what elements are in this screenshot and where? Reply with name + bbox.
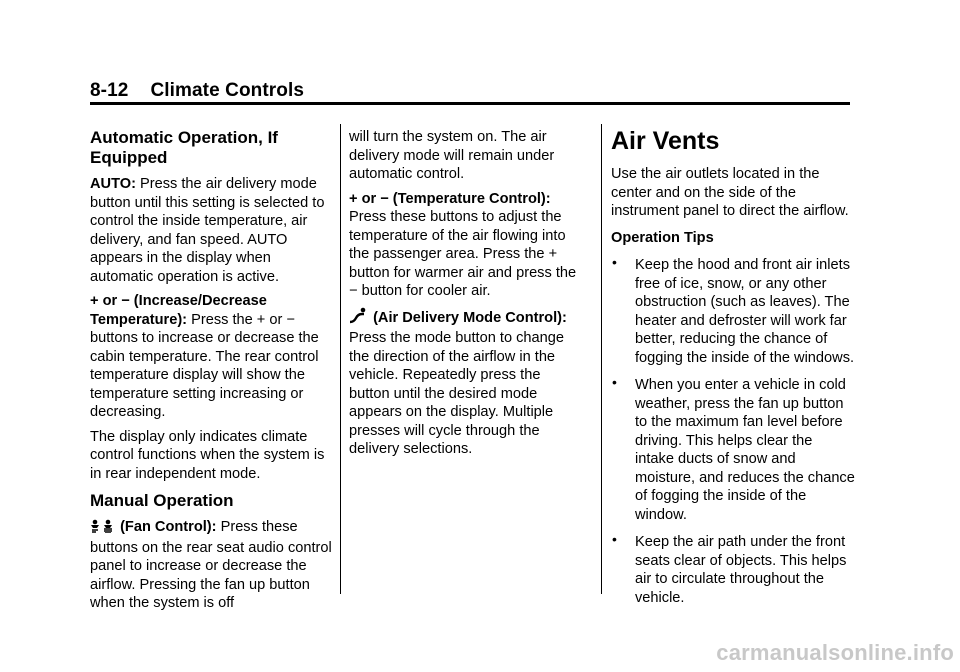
header-rule (90, 102, 850, 105)
operation-tips-list (611, 256, 855, 607)
column-middle (349, 128, 585, 465)
fan-label: (Fan Control): (120, 519, 217, 535)
mode-label: (Air Delivery Mode Control): (373, 309, 567, 326)
increase-decrease-text: Press the + or − buttons to increase or decrease the cabin temperature. The rear control temperature display will show the temperature setting increasing or decreasing. (90, 311, 319, 420)
auto-label: AUTO: (90, 176, 136, 192)
fan-down-icon (90, 519, 101, 539)
bullet-icon: • (612, 531, 617, 547)
operation-tips-heading: Operation Tips (611, 229, 714, 246)
increase-decrease-paragraph (90, 292, 334, 422)
temperature-text: Press these buttons to adjust the temperature of the air flowing into the passenger area. Press the + button for warmer air and press the − button for cooler air. (349, 209, 577, 299)
auto-paragraph (90, 175, 334, 286)
watermark: carmanualsonline.info (716, 640, 954, 665)
page-header (90, 80, 304, 102)
auto-text: Press the air delivery mode button until this setting is selected to control the inside temperature, air delivery, and fan speed. AUTO appears in the display when automatic operation is active. (90, 176, 325, 285)
bullet-icon: • (612, 254, 617, 270)
increase-decrease-label: + or − (Increase/Decrease Temperature): (90, 293, 267, 328)
page-number: 8-12 (90, 80, 129, 101)
list-item: • Keep the hood and front air inlets free of ice, snow, or any other obstruction (such as leaves). The heater and defroster will work far better, reducing the chance of fogging the inside of the windows. (612, 254, 855, 366)
list-item: • Keep the air path under the front seats clear of objects. This helps air to circulate throughout the vehicle. (612, 531, 847, 606)
column-right (611, 122, 855, 616)
fan-paragraph (90, 518, 334, 613)
air-vents-intro: Use the air outlets located in the center and on the side of the instrument panel to direct the airflow. (611, 166, 849, 219)
column-left (90, 124, 334, 619)
list-item: • When you enter a vehicle in cold weather, press the fan up button to the maximum fan level before driving. This helps clear the intake ducts of snow and moisture, and reduces the chance of fogging the inside of the window. (612, 374, 855, 523)
temperature-label: + or − (Temperature Control): (349, 190, 551, 207)
fan-text: Press these buttons on the rear seat audio control panel to increase or decrease the airflow. Pressing the fan up button when the system is off (90, 519, 332, 611)
continuation-paragraph: will turn the system on. The air delivery mode will remain under automatic control. (349, 129, 555, 182)
air-vents-heading: Air Vents (611, 127, 720, 155)
display-paragraph: The display only indicates climate control functions when the system is in rear independent mode. (90, 428, 325, 482)
mode-text: Press the mode button to change the direction of the airflow in the vehicle. Repeatedly press the button until the desired mode appears on the display. Multiple presses will cycle through the delivery selections. (349, 330, 564, 457)
bullet-icon: • (612, 374, 617, 390)
air-delivery-mode-icon (349, 307, 367, 330)
fan-up-icon (103, 519, 114, 539)
mode-paragraph (349, 307, 585, 459)
section-heading-manual: Manual Operation (90, 491, 234, 510)
column-divider (601, 124, 602, 594)
chapter-title: Climate Controls (150, 80, 305, 101)
temperature-paragraph (349, 190, 585, 301)
section-heading-automatic: Automatic Operation, If Equipped (90, 128, 278, 167)
column-divider (340, 124, 341, 594)
